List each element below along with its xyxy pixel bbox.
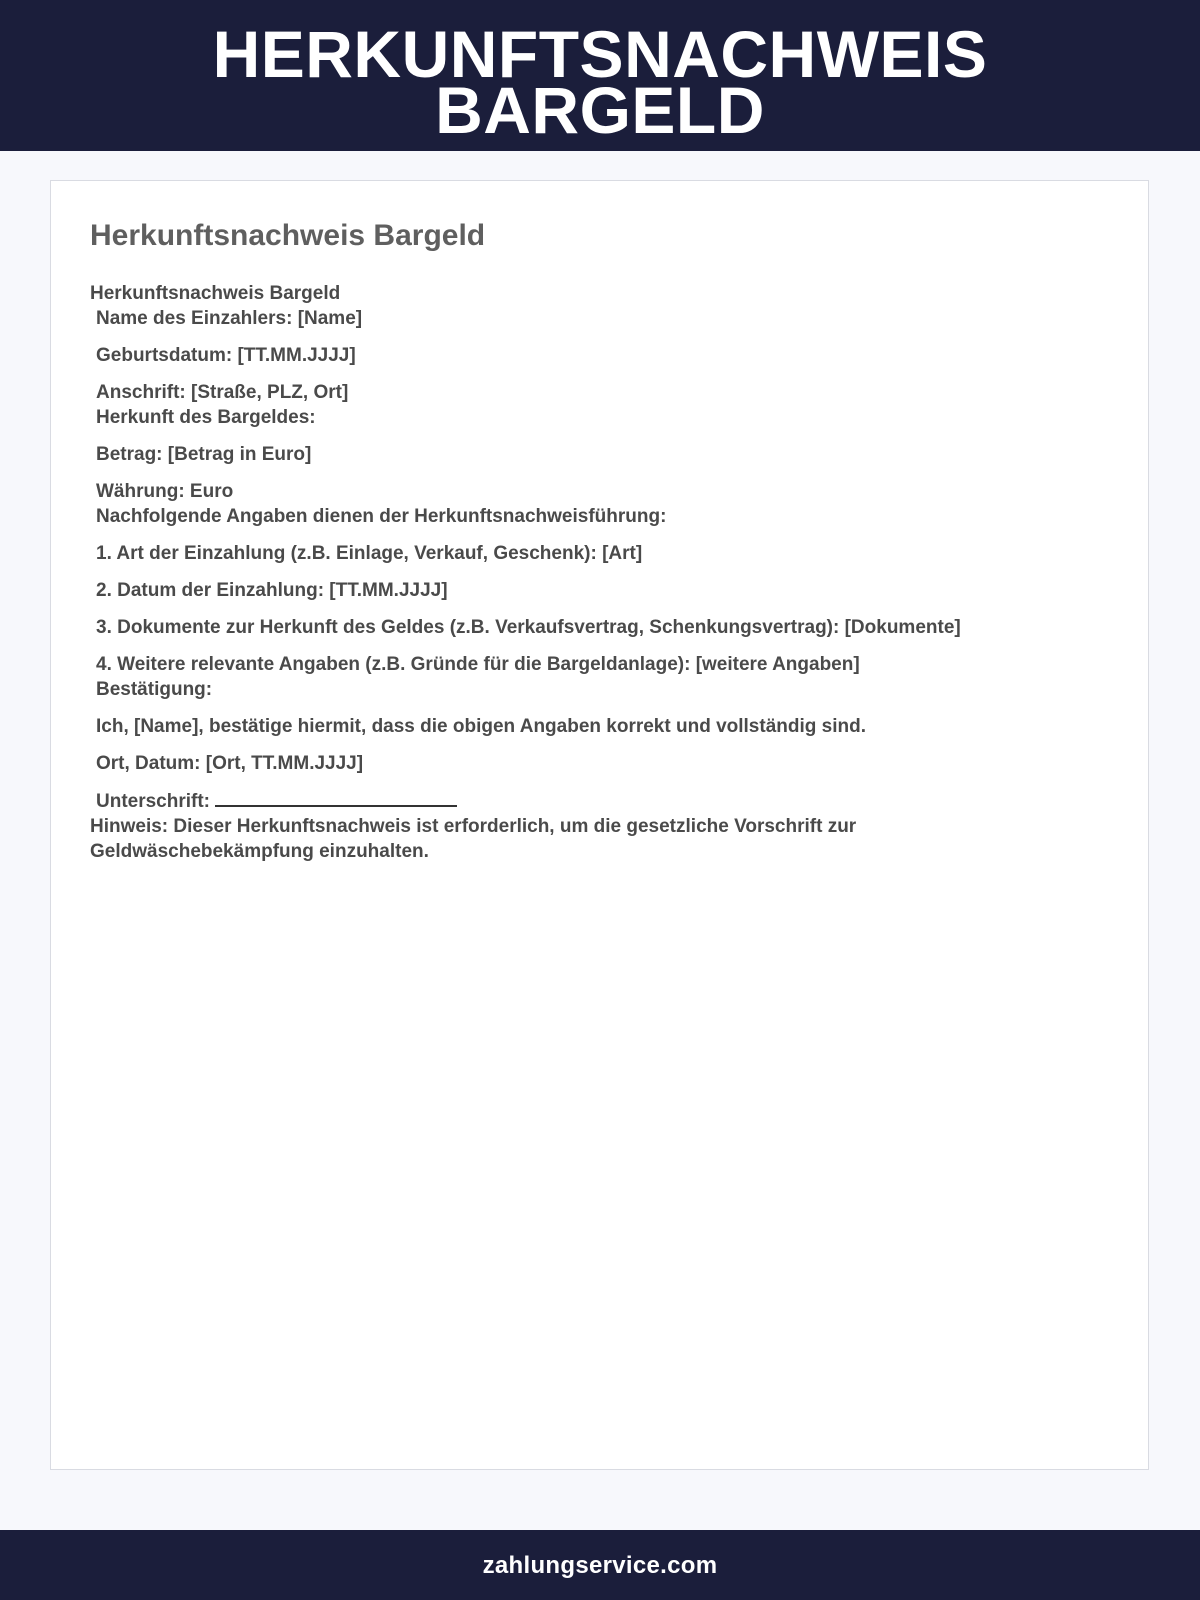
origin-heading: Herkunft des Bargeldes: bbox=[96, 407, 316, 428]
list-item: 1. Art der Einzahlung (z.B. Einlage, Verkauf, Geschenk): [Art] bbox=[96, 543, 643, 564]
header-banner bbox=[0, 0, 1200, 151]
document-body bbox=[90, 281, 1110, 864]
document-card bbox=[50, 180, 1149, 1470]
confirmation-text: Ich, [Name], bestätige hiermit, dass die obigen Angaben korrekt und vollständig sind. bbox=[96, 716, 866, 737]
birth-date-field: Geburtsdatum: [TT.MM.JJJJ] bbox=[96, 345, 356, 366]
currency-field: Währung: Euro bbox=[96, 481, 234, 502]
list-item: 4. Weitere relevante Angaben (z.B. Gründe für die Bargeldanlage): [weitere Angaben] bbox=[96, 654, 860, 675]
signature-row bbox=[90, 788, 1110, 814]
document-subtitle: Herkunftsnachweis Bargeld bbox=[90, 283, 341, 304]
footer-site: zahlungservice.com bbox=[482, 1552, 718, 1579]
note-text: Hinweis: Dieser Herkunftsnachweis ist erforderlich, um die gesetzliche Vorschrift zur Geldwäschebekämpfung einzuhalten. bbox=[90, 816, 857, 862]
document-title: Herkunftsnachweis Bargeld bbox=[90, 219, 486, 252]
place-date-field: Ort, Datum: [Ort, TT.MM.JJJJ] bbox=[96, 753, 364, 774]
page-title-line-2: BARGELD bbox=[435, 73, 765, 147]
list-item: 2. Datum der Einzahlung: [TT.MM.JJJJ] bbox=[96, 580, 448, 601]
signature-label: Unterschrift: bbox=[96, 791, 211, 812]
payer-name-field: Name des Einzahlers: [Name] bbox=[96, 308, 363, 329]
page-title-line-1: HERKUNFTSNACHWEIS bbox=[212, 17, 988, 91]
page-title bbox=[0, 0, 1200, 147]
signature-line bbox=[215, 788, 457, 807]
footer-banner bbox=[0, 1530, 1200, 1600]
list-item: 3. Dokumente zur Herkunft des Geldes (z.B. Verkaufsvertrag, Schenkungsvertrag): [Dokumente] bbox=[96, 617, 961, 638]
confirmation-heading: Bestätigung: bbox=[96, 679, 213, 700]
amount-field: Betrag: [Betrag in Euro] bbox=[96, 444, 312, 465]
address-field: Anschrift: [Straße, PLZ, Ort] bbox=[96, 382, 349, 403]
info-intro: Nachfolgende Angaben dienen der Herkunftsnachweisführung: bbox=[96, 506, 667, 527]
